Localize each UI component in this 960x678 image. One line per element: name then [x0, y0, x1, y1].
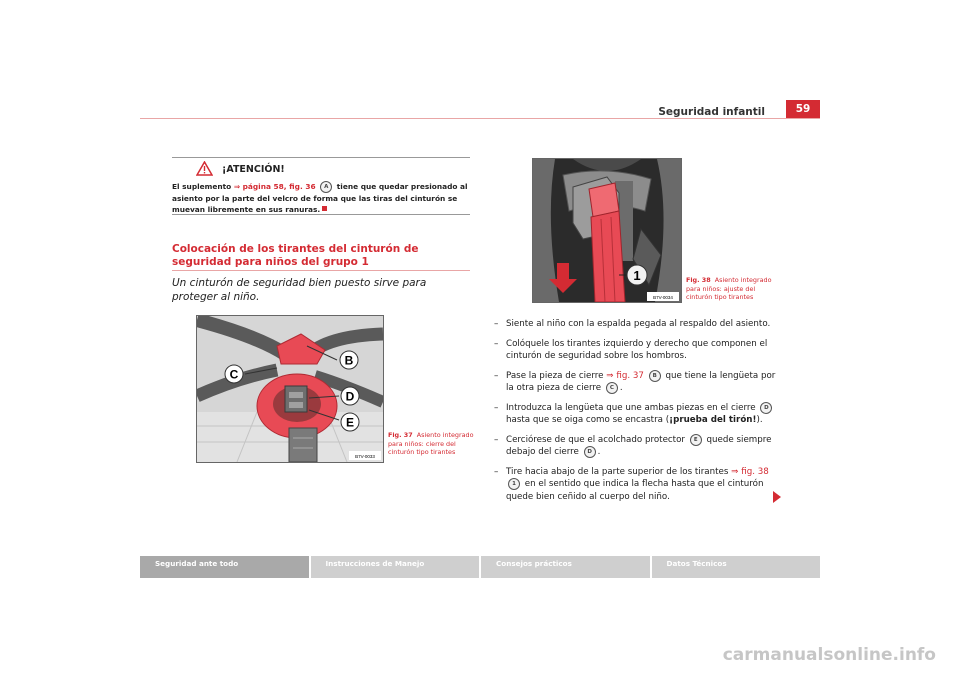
list-dash: –: [494, 319, 499, 329]
list-dash: –: [494, 466, 499, 477]
list-dash: –: [494, 402, 499, 413]
footer-tab-datos[interactable]: Datos Técnicos: [652, 556, 821, 578]
list-item: [494, 338, 780, 363]
section-subtitle: Un cinturón de seguridad bien puesto sirve para proteger al niño.: [172, 277, 427, 303]
list-dash: –: [494, 370, 499, 381]
list-item: [494, 318, 780, 331]
list-item: [494, 434, 780, 459]
section-title: Colocación de los tirantes del cinturón de seguridad para niños del grupo 1: [172, 243, 419, 268]
figure-38-illustration: [533, 159, 681, 302]
marker-c: C: [606, 382, 618, 394]
footer-tab-consejos[interactable]: Consejos prácticos: [481, 556, 650, 578]
figure-38: [532, 158, 682, 303]
header-rule: [140, 118, 820, 119]
list-item-text: Cerciórese de que el acolchado protector: [506, 434, 688, 445]
fig37-caption-text: Asiento integrado para niños: cierre del cinturón tipo tirantes: [388, 431, 474, 457]
fig38-link-label: fig. 38: [741, 466, 769, 477]
list-item: [494, 466, 780, 504]
warning-text: [172, 181, 470, 215]
fig38-caption-num: Fig. 38: [686, 276, 711, 284]
section-rule: [172, 270, 470, 271]
fig38-label-1: 1: [633, 268, 641, 283]
marker-1: 1: [508, 478, 520, 490]
fig37-label-e: E: [345, 415, 355, 430]
list-item-text: ).: [756, 415, 763, 425]
warning-link-label: página 58, fig. 36: [242, 182, 316, 191]
list-item-text: Pase la pieza de cierre: [506, 370, 607, 381]
warning-text-start: El suplemento: [172, 182, 234, 191]
list-item-text: Colóquele los tirantes izquierdo y derecho que componen el cinturón de seguridad sobre los hombros.: [506, 338, 768, 361]
watermark: carmanualsonline.info: [722, 645, 936, 665]
warning-text-end: tiene que quedar presionado al asiento por la parte del velcro de forma que las tiras del cinturón se muevan libremente en sus ranuras.: [172, 182, 468, 214]
list-item-text: Siente al niño con la espalda pegada al respaldo del asiento.: [506, 319, 771, 329]
fig37-code: B7V-0033: [355, 454, 375, 459]
list-dash: –: [494, 434, 499, 445]
list-item-text: .: [619, 383, 623, 393]
fig37-label-c: C: [229, 367, 239, 382]
fig38-link[interactable]: [731, 467, 769, 477]
list-item: [494, 370, 780, 395]
instruction-list: [494, 318, 780, 510]
marker-d: D: [584, 446, 596, 458]
list-item-bold-text: ¡prueba del tirón!: [669, 415, 757, 425]
fig37-label-b: B: [344, 353, 354, 368]
figure-38-caption: [686, 276, 776, 302]
list-item-text: que tiene la lengüeta por la otra pieza de cierre: [506, 370, 776, 393]
next-page-arrow-icon[interactable]: [773, 491, 781, 503]
list-item-text: Tire hacia abajo de la parte superior de los tirantes: [506, 466, 732, 477]
warning-triangle-icon: [196, 161, 213, 176]
fig38-caption-text: Asiento integrado para niños: ajuste del cinturón tipo tirantes: [686, 276, 772, 302]
list-item-text: en el sentido que indica la flecha hasta que el cinturón quede bien ceñido al cuerpo del niño.: [506, 479, 764, 502]
marker-d: D: [760, 402, 772, 414]
warning-title: ¡ATENCIÓN!: [222, 164, 285, 175]
marker-b: B: [649, 370, 661, 382]
page-header-title: Seguridad infantil: [658, 106, 765, 118]
footer-nav: [140, 556, 820, 578]
figure-37-illustration: [197, 316, 383, 462]
arrow-icon: ⇒: [233, 182, 241, 191]
list-item: [494, 402, 780, 427]
arrow-icon: ⇒: [606, 370, 614, 381]
fig37-link[interactable]: [606, 371, 644, 381]
list-item-text: hasta que se oiga como se encastra (: [506, 415, 670, 425]
list-item-text: .: [597, 447, 601, 457]
end-square-icon: [322, 206, 327, 211]
list-dash: –: [494, 338, 499, 349]
figure-37: [196, 315, 384, 463]
list-item-text: quede siempre debajo del cierre: [506, 434, 772, 457]
fig37-caption-num: Fig. 37: [388, 431, 413, 439]
fig37-link-label: fig. 37: [616, 370, 644, 381]
fig38-code: B7V-0034: [653, 295, 673, 300]
marker-e: E: [690, 434, 702, 446]
warning-link[interactable]: [234, 182, 316, 191]
page-number: 59: [786, 100, 820, 119]
fig37-label-d: D: [345, 389, 355, 404]
footer-tab-instrucciones[interactable]: Instrucciones de Manejo: [311, 556, 480, 578]
marker-a: A: [320, 181, 332, 193]
footer-tab-seguridad[interactable]: Seguridad ante todo: [140, 556, 309, 578]
figure-37-caption: [388, 431, 478, 457]
list-item-text: Introduzca la lengüeta que une ambas piezas en el cierre: [506, 402, 759, 413]
arrow-icon: ⇒: [731, 466, 739, 477]
